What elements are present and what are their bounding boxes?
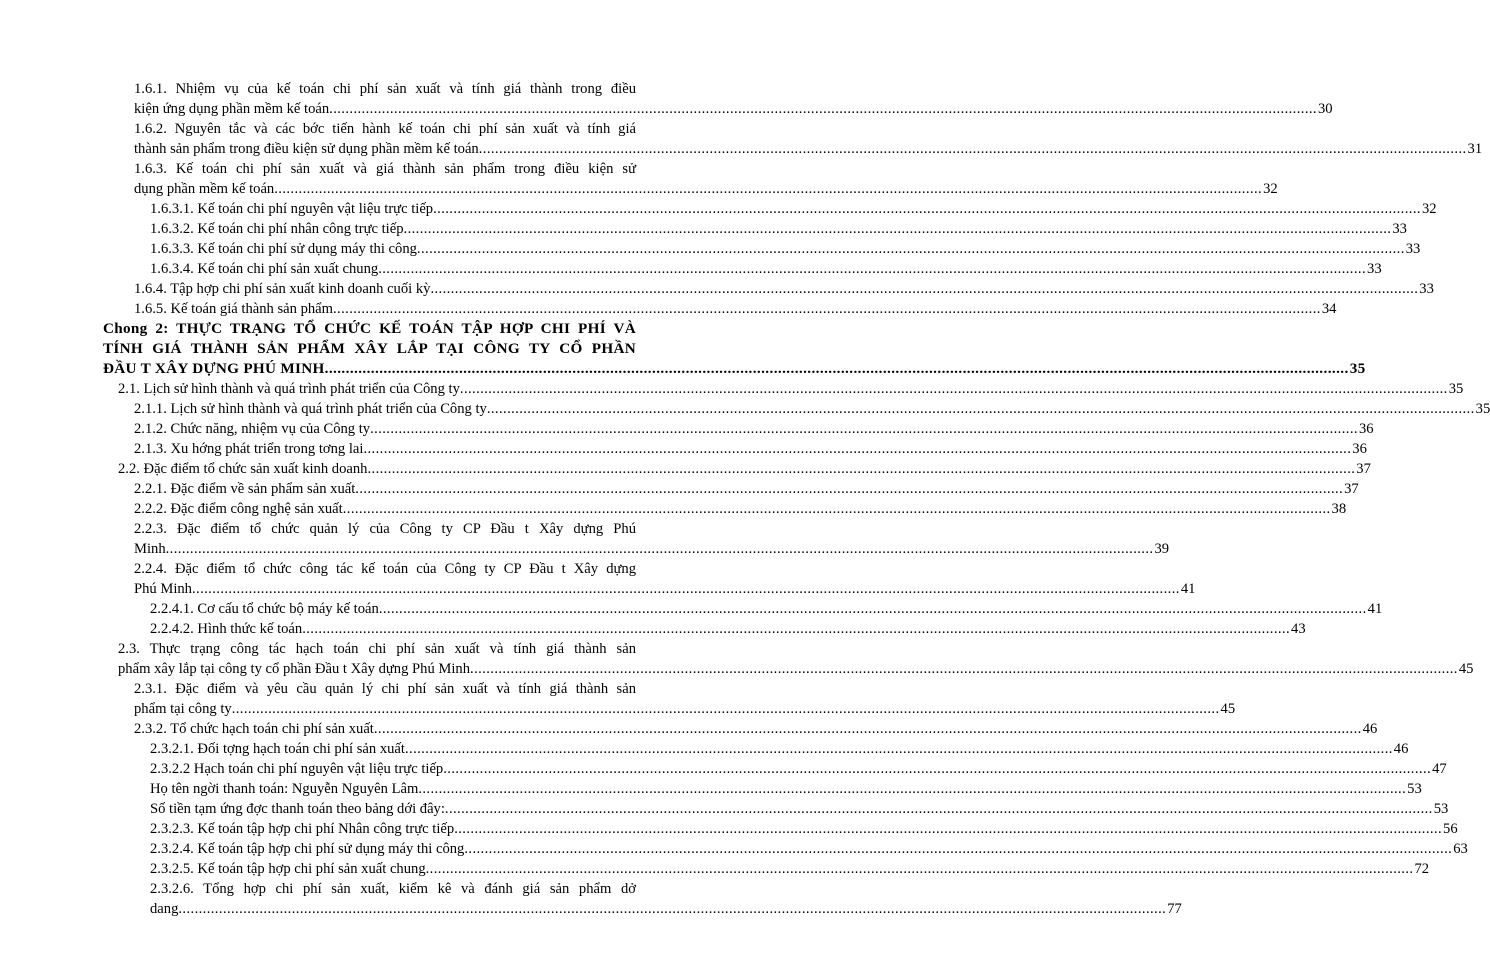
toc-entry-line[interactable] bbox=[150, 219, 1407, 239]
toc-entry-text: 2.3. Thực trạng công tác hạch toán chi phí sản xuất và tính giá thành sản bbox=[118, 641, 636, 657]
chapter-title: ĐẦU T XÂY DỰNG PHÚ MINH bbox=[103, 360, 325, 377]
toc-entry-title: 2.2.1. Đặc điểm về sản phẩm sản xuất bbox=[134, 481, 356, 497]
toc-entry-title: dụng phần mềm kế toán bbox=[134, 181, 275, 197]
leader-dots bbox=[355, 479, 1343, 499]
toc-entry-line[interactable] bbox=[150, 839, 1468, 859]
toc-page-number: 37 bbox=[1344, 481, 1359, 497]
toc-entry-title: 2.2.4.1. Cơ cấu tổ chức bộ máy kế toán bbox=[150, 601, 379, 617]
toc-entry-line[interactable] bbox=[134, 499, 1347, 519]
toc-entry-title: phẩm tại công ty bbox=[134, 701, 232, 717]
toc-entry-line[interactable] bbox=[134, 399, 1490, 419]
toc-entry-title: 2.3.2.5. Kế toán tập hợp chi phí sản xuất chung bbox=[150, 861, 426, 877]
leader-dots bbox=[333, 299, 1321, 319]
toc-entry-line[interactable] bbox=[150, 779, 1422, 799]
leader-dots bbox=[379, 599, 1367, 619]
toc-entry-title: 2.1.2. Chức năng, nhiệm vụ của Công ty bbox=[134, 421, 371, 437]
toc-entry-line[interactable] bbox=[150, 199, 1437, 219]
toc-entry-title: Phú Minh bbox=[134, 581, 192, 597]
toc-entry-line[interactable] bbox=[150, 739, 1409, 759]
toc-page-number: 47 bbox=[1432, 761, 1447, 777]
toc-entry-line[interactable] bbox=[150, 599, 1383, 619]
toc-page-number: 72 bbox=[1414, 861, 1430, 877]
toc-entry-text: 2.3.1. Đặc điểm và yêu cầu quản lý chi phí sản xuất và tính giá thành sản bbox=[134, 681, 636, 697]
toc-entry-title: phẩm xây lắp tại công ty cổ phần Đầu t Xây dựng Phú Minh bbox=[118, 661, 471, 677]
toc-page-number: 32 bbox=[1263, 181, 1278, 197]
leader-dots bbox=[343, 499, 1331, 519]
toc-page-number: 35 bbox=[1349, 360, 1366, 377]
leader-dots bbox=[367, 459, 1355, 479]
toc-page-number: 32 bbox=[1421, 201, 1437, 217]
leader-dots bbox=[433, 199, 1421, 219]
toc-entry-title: 1.6.3.4. Kế toán chi phí sản xuất chung bbox=[150, 261, 379, 277]
leader-dots bbox=[404, 219, 1392, 239]
toc-entry-line[interactable] bbox=[134, 699, 1236, 719]
toc-page-number: 33 bbox=[1419, 281, 1434, 297]
toc-page-number: 43 bbox=[1291, 621, 1306, 637]
toc-page-number: 45 bbox=[1220, 701, 1236, 717]
toc-entry-line[interactable] bbox=[134, 479, 1359, 499]
toc-page-number: 45 bbox=[1458, 661, 1474, 677]
toc-entry-line[interactable] bbox=[134, 419, 1374, 439]
chapter-heading-line: TÍNH GIÁ THÀNH SẢN PHẨM XÂY LẮP TẠI CÔNG TY CỔ PHẦN bbox=[103, 340, 636, 357]
leader-dots bbox=[443, 759, 1431, 779]
toc-entry-line[interactable] bbox=[150, 819, 1458, 839]
toc-entry-title: kiện ứng dụng phần mềm kế toán bbox=[134, 101, 330, 117]
toc-entry-title: 2.3.2.3. Kế toán tập hợp chi phí Nhân công trực tiếp bbox=[150, 821, 455, 837]
toc-page-number: 31 bbox=[1467, 141, 1483, 157]
leader-dots bbox=[363, 439, 1351, 459]
toc-entry-line[interactable] bbox=[134, 719, 1378, 739]
toc-page-number: 41 bbox=[1367, 601, 1383, 617]
leader-dots bbox=[302, 619, 1290, 639]
toc-page-number: 38 bbox=[1331, 501, 1347, 517]
toc-entry-line[interactable] bbox=[118, 379, 1464, 399]
toc-entry-line[interactable] bbox=[134, 139, 1483, 159]
toc-page-number: 34 bbox=[1321, 301, 1337, 317]
toc-entry-title: 1.6.5. Kế toán giá thành sản phẩm bbox=[134, 301, 333, 317]
toc-entry-title: dang bbox=[150, 901, 179, 917]
toc-page-number: 46 bbox=[1393, 741, 1409, 757]
leader-dots bbox=[417, 239, 1405, 259]
toc-page-number: 35 bbox=[1475, 401, 1490, 417]
chapter-heading-entry[interactable] bbox=[103, 359, 1366, 379]
toc-entry-text: 1.6.1. Nhiệm vụ của kế toán chi phí sản xuất và tính giá thành trong điều bbox=[134, 81, 636, 97]
toc-entry-line[interactable] bbox=[118, 659, 1474, 679]
leader-dots bbox=[479, 139, 1467, 159]
leader-dots bbox=[426, 859, 1414, 879]
leader-dots bbox=[325, 359, 1349, 379]
toc-entry-line[interactable] bbox=[150, 239, 1421, 259]
toc-page-number: 46 bbox=[1362, 721, 1378, 737]
toc-entry-text: 2.2.3. Đặc điểm tổ chức quản lý của Công ty CP Đầu t Xây dựng Phú bbox=[134, 521, 636, 537]
toc-entry-title: 2.3.2. Tổ chức hạch toán chi phí sản xuất bbox=[134, 721, 374, 737]
leader-dots bbox=[274, 179, 1262, 199]
toc-entry-title: 2.3.2.2 Hạch toán chi phí nguyên vật liệu trực tiếp bbox=[150, 761, 444, 777]
toc-entry-title: 1.6.4. Tập hợp chi phí sản xuất kinh doanh cuối kỳ bbox=[134, 281, 431, 297]
toc-entry-title: 2.1.3. Xu hớng phát triển trong tơng lai bbox=[134, 441, 364, 457]
toc-entry-title: 2.2.2. Đặc điểm công nghệ sản xuất bbox=[134, 501, 343, 517]
leader-dots bbox=[166, 539, 1154, 559]
toc-entry-title: 2.3.2.1. Đối tợng hạch toán chi phí sản xuất bbox=[150, 741, 405, 757]
toc-entry-title: 2.2. Đặc điểm tổ chức sản xuất kinh doanh bbox=[118, 461, 368, 477]
leader-dots bbox=[378, 259, 1366, 279]
toc-entry-line[interactable] bbox=[134, 279, 1434, 299]
leader-dots bbox=[460, 379, 1448, 399]
toc-entry-title: Số tiền tạm ứng đợc thanh toán theo bảng dới đây: bbox=[150, 801, 445, 817]
toc-page-number: 35 bbox=[1448, 381, 1464, 397]
leader-dots bbox=[232, 699, 1220, 719]
toc-page-number: 41 bbox=[1180, 581, 1196, 597]
toc-page-number: 63 bbox=[1453, 841, 1468, 857]
toc-entry-line[interactable] bbox=[150, 759, 1447, 779]
toc-entry-title: 1.6.3.1. Kế toán chi phí nguyên vật liệu trực tiếp bbox=[150, 201, 434, 217]
toc-entry-title: Họ tên ngời thanh toán: Nguyễn Nguyên Lâm bbox=[150, 781, 419, 797]
toc-entry-line[interactable] bbox=[134, 299, 1337, 319]
toc-page-number: 36 bbox=[1358, 421, 1374, 437]
toc-entry-title: 2.1. Lịch sử hình thành và quá trình phát triển của Công ty bbox=[118, 381, 460, 397]
toc-page-number: 56 bbox=[1443, 821, 1458, 837]
toc-entry-line[interactable] bbox=[150, 899, 1182, 919]
toc-entry-title: thành sản phẩm trong điều kiện sử dụng phần mềm kế toán bbox=[134, 141, 479, 157]
leader-dots bbox=[329, 99, 1317, 119]
toc-entry-line[interactable] bbox=[150, 619, 1306, 639]
toc-entry-title: 1.6.3.3. Kế toán chi phí sử dụng máy thi công bbox=[150, 241, 417, 257]
toc-entry-line[interactable] bbox=[150, 799, 1449, 819]
toc-page-number: 36 bbox=[1352, 441, 1367, 457]
leader-dots bbox=[445, 799, 1433, 819]
leader-dots bbox=[178, 899, 1166, 919]
toc-page-number: 37 bbox=[1356, 461, 1371, 477]
toc-entry-title: 2.2.4.2. Hình thức kế toán bbox=[150, 621, 303, 637]
toc-entry-line[interactable] bbox=[118, 459, 1371, 479]
leader-dots bbox=[374, 719, 1362, 739]
toc-entry-line[interactable] bbox=[134, 439, 1367, 459]
toc-entry-title: Minh bbox=[134, 541, 166, 557]
toc-entry-line[interactable] bbox=[150, 859, 1430, 879]
toc-entry-line[interactable] bbox=[134, 579, 1196, 599]
toc-entry-line[interactable] bbox=[150, 259, 1382, 279]
leader-dots bbox=[405, 739, 1393, 759]
leader-dots bbox=[464, 839, 1452, 859]
leader-dots bbox=[418, 779, 1406, 799]
toc-page-number: 33 bbox=[1392, 221, 1407, 237]
toc-page-number: 33 bbox=[1405, 241, 1421, 257]
toc-entry-title: 2.1.1. Lịch sử hình thành và quá trình phát triển của Công ty bbox=[134, 401, 487, 417]
toc-page-number: 53 bbox=[1433, 801, 1449, 817]
toc-page-number: 77 bbox=[1167, 901, 1182, 917]
toc-entry-title: 2.3.2.4. Kế toán tập hợp chi phí sử dụng máy thi công bbox=[150, 841, 465, 857]
leader-dots bbox=[487, 399, 1475, 419]
leader-dots bbox=[430, 279, 1418, 299]
toc-page-number: 53 bbox=[1407, 781, 1422, 797]
chapter-heading-line: Chong 2: THỰC TRẠNG TỔ CHỨC KẾ TOÁN TẬP HỢP CHI PHÍ VÀ bbox=[103, 320, 636, 337]
toc-entry-line[interactable] bbox=[134, 179, 1278, 199]
toc-entry-text: 2.2.4. Đặc điểm tổ chức công tác kế toán của Công ty CP Đầu t Xây dựng bbox=[134, 561, 636, 577]
toc-entry-title: 1.6.3.2. Kế toán chi phí nhân công trực tiếp bbox=[150, 221, 404, 237]
toc-entry-line[interactable] bbox=[134, 539, 1170, 559]
leader-dots bbox=[192, 579, 1180, 599]
toc-page-number: 30 bbox=[1317, 101, 1333, 117]
toc-entry-text: 2.3.2.6. Tổng hợp chi phí sản xuất, kiểm kê và đánh giá sản phẩm dở bbox=[150, 881, 636, 897]
toc-entry-line[interactable] bbox=[134, 99, 1333, 119]
leader-dots bbox=[370, 419, 1358, 439]
leader-dots bbox=[470, 659, 1458, 679]
toc-page-number: 39 bbox=[1154, 541, 1170, 557]
toc-entry-text: 1.6.2. Nguyên tắc và các bớc tiến hành kế toán chi phí sản xuất và tính giá bbox=[134, 121, 636, 137]
toc-entry-text: 1.6.3. Kế toán chi phí sản xuất và giá thành sản phẩm trong điều kiện sử bbox=[134, 161, 636, 177]
toc-page-number: 33 bbox=[1367, 261, 1382, 277]
leader-dots bbox=[454, 819, 1442, 839]
